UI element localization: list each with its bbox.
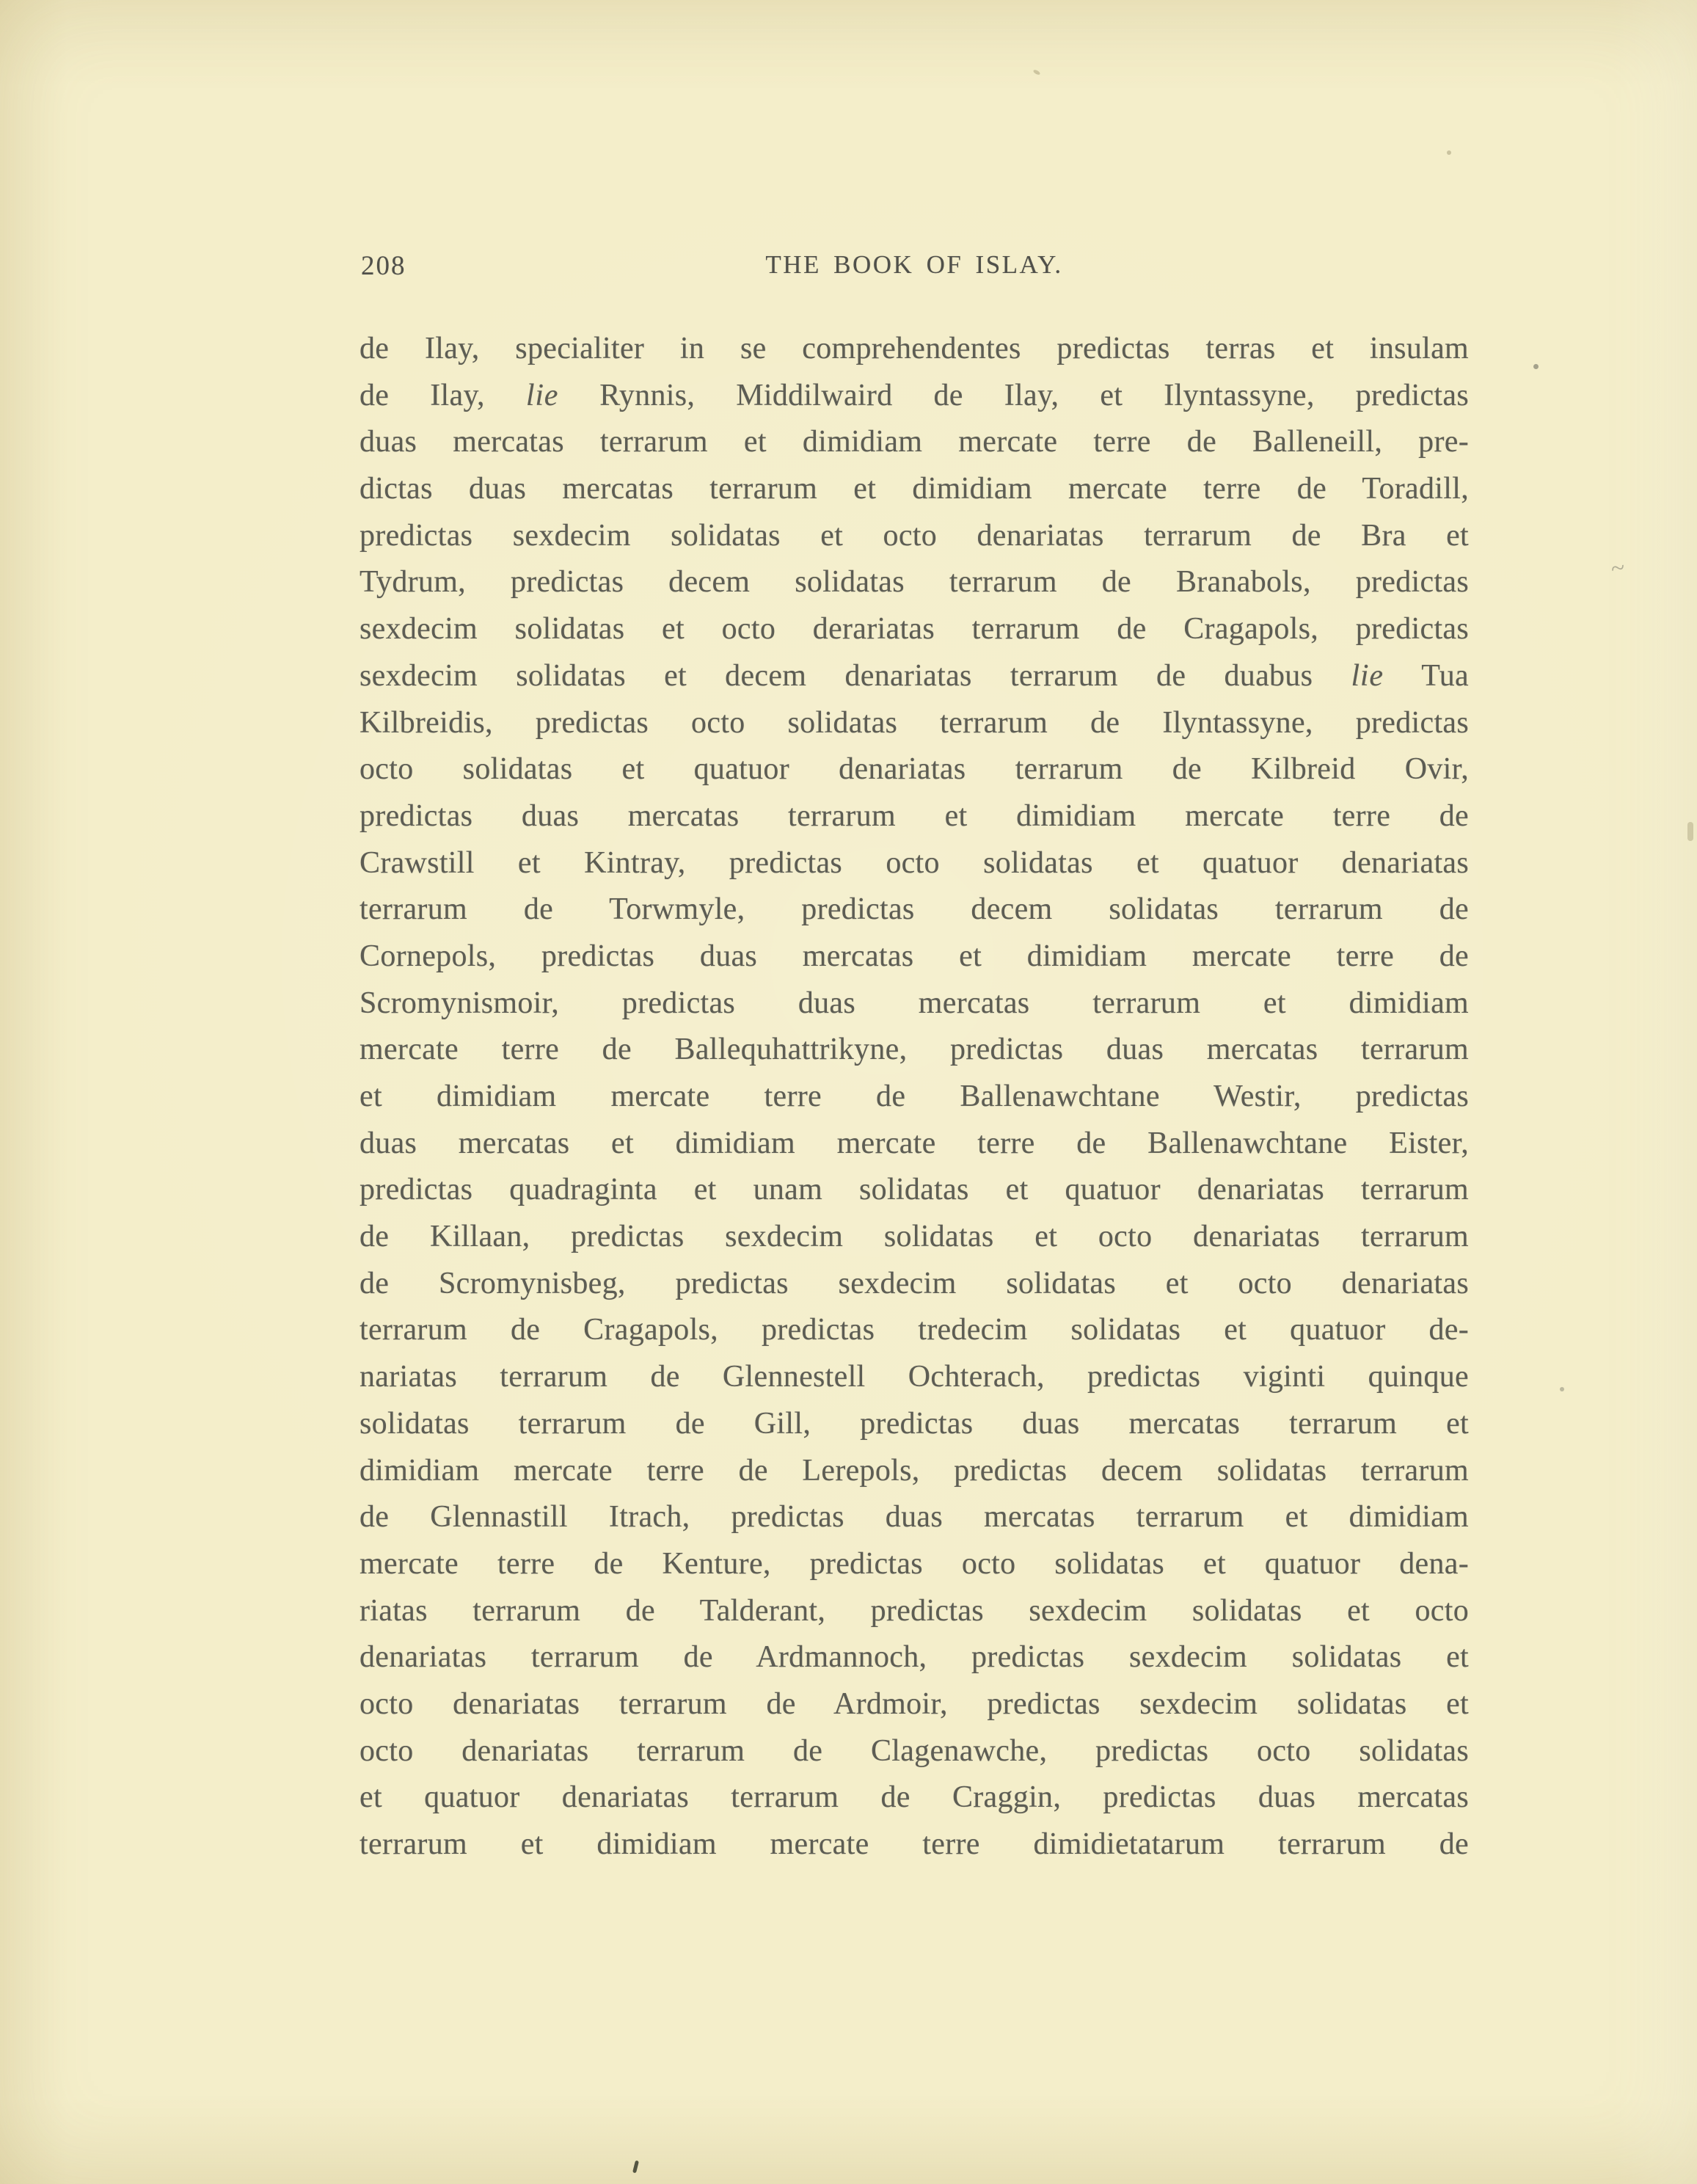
text-line: predictas duas mercatas terrarum et dimidiam mercate terre de bbox=[360, 798, 1469, 833]
text-line: predictas sexdecim solidatas et octo denariatas terrarum de Bra et bbox=[360, 518, 1469, 553]
text-line: et dimidiam mercate terre de Ballenawchtane Westir, predictas bbox=[360, 1080, 1469, 1113]
text-line: duas mercatas terrarum et dimidiam mercate terre de Balleneill, pre- bbox=[360, 425, 1469, 459]
scan-speck bbox=[1032, 69, 1040, 76]
text-line: Scromynismoir, predictas duas mercatas terrarum et dimidiam bbox=[360, 986, 1469, 1020]
text-line: nariatas terrarum de Glennestell Ochterach, predictas viginti quinque bbox=[360, 1360, 1469, 1394]
text-line: duas mercatas et dimidiam mercate terre de Ballenawchtane Eister, bbox=[360, 1126, 1469, 1160]
body-text bbox=[360, 326, 1469, 1868]
scan-speck bbox=[632, 2161, 639, 2174]
text-line: mercate terre de Kenture, predictas octo solidatas et quatuor dena- bbox=[360, 1546, 1469, 1581]
scan-speck bbox=[1533, 364, 1539, 369]
text-line: denariatas terrarum de Ardmannoch, predictas sexdecim solidatas et bbox=[360, 1640, 1469, 1675]
text-line: sexdecim solidatas et octo derariatas terrarum de Cragapols, predictas bbox=[360, 612, 1469, 647]
text-line: predictas quadraginta et unam solidatas et quatuor denariatas terrarum bbox=[360, 1173, 1469, 1207]
scan-speck bbox=[1560, 1387, 1564, 1391]
text-line: terrarum de Torwmyle, predictas decem solidatas terrarum de bbox=[360, 892, 1469, 927]
text-line: Cornepols, predictas duas mercatas et dimidiam mercate terre de bbox=[360, 939, 1469, 973]
text-line: octo solidatas et quatuor denariatas terrarum de Kilbreid Ovir, bbox=[360, 752, 1469, 787]
text-line: et quatuor denariatas terrarum de Craggin, predictas duas mercatas bbox=[360, 1780, 1469, 1815]
scan-speck bbox=[1447, 150, 1451, 155]
scan-speck: ~ bbox=[1609, 553, 1627, 583]
text-line: octo denariatas terrarum de Ardmoir, predictas sexdecim solidatas et bbox=[360, 1686, 1469, 1721]
text-line: terrarum de Cragapols, predictas tredecim solidatas et quatuor de- bbox=[360, 1313, 1469, 1347]
text-line: mercate terre de Ballequhattrikyne, predictas duas mercatas terrarum bbox=[360, 1033, 1469, 1067]
text-line: Tydrum, predictas decem solidatas terrarum de Branabols, predictas bbox=[360, 565, 1469, 600]
running-title: THE BOOK OF ISLAY. bbox=[765, 250, 1063, 279]
text-line: de Killaan, predictas sexdecim solidatas et octo denariatas terrarum bbox=[360, 1220, 1469, 1254]
text-line: terrarum et dimidiam mercate terre dimidietatarum terrarum de bbox=[360, 1827, 1469, 1861]
running-header bbox=[360, 250, 1469, 287]
text-line: riatas terrarum de Talderant, predictas sexdecim solidatas et octo bbox=[360, 1593, 1469, 1628]
page-number: 208 bbox=[361, 251, 406, 281]
text-line: de Ilay, specialiter in se comprehendentes predictas terras et insulam bbox=[360, 332, 1469, 365]
text-line: dictas duas mercatas terrarum et dimidiam mercate terre de Toradill, bbox=[360, 472, 1469, 506]
text-line: sexdecim solidatas et decem denariatas terrarum de duabus lie Tua bbox=[360, 658, 1469, 693]
text-line: solidatas terrarum de Gill, predictas duas mercatas terrarum et bbox=[360, 1406, 1469, 1441]
text-line: de Scromynisbeg, predictas sexdecim solidatas et octo denariatas bbox=[360, 1266, 1469, 1300]
text-line: Kilbreidis, predictas octo solidatas terrarum de Ilyntassyne, predictas bbox=[360, 705, 1469, 740]
text-line: de Ilay, lie Rynnis, Middilwaird de Ilay, et Ilyntassyne, predictas bbox=[360, 378, 1469, 412]
text-line: de Glennastill Itrach, predictas duas mercatas terrarum et dimidiam bbox=[360, 1500, 1469, 1535]
text-line: dimidiam mercate terre de Lerepols, predictas decem solidatas terrarum bbox=[360, 1453, 1469, 1488]
text-line: Crawstill et Kintray, predictas octo solidatas et quatuor denariatas bbox=[360, 845, 1469, 880]
text-line: octo denariatas terrarum de Clagenawche, predictas octo solidatas bbox=[360, 1733, 1469, 1768]
scan-speck bbox=[1687, 822, 1693, 841]
